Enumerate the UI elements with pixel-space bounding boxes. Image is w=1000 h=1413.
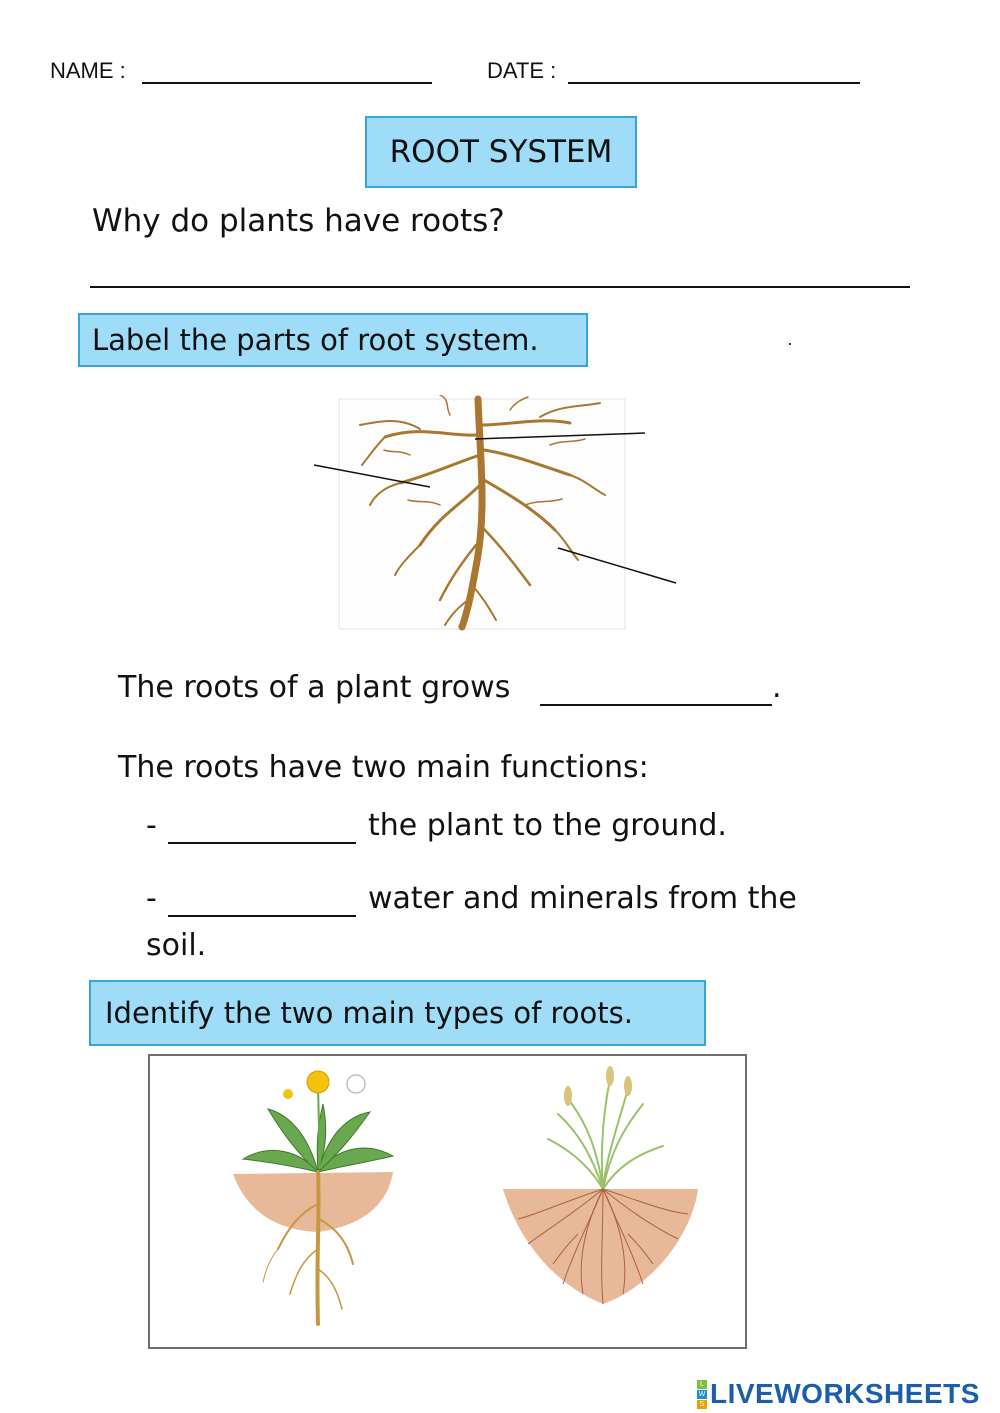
blank-function-2[interactable] (168, 915, 356, 917)
date-label: DATE : (487, 58, 557, 83)
function-2-text: water and minerals from the (368, 881, 797, 916)
label-section-heading (78, 313, 588, 367)
function-1-text: the plant to the ground. (368, 808, 727, 843)
function-2-dash: - (146, 881, 157, 916)
name-label: NAME : (50, 58, 126, 83)
root-types-picture (148, 1054, 748, 1350)
name-field[interactable] (142, 82, 432, 84)
root-system-diagram (300, 395, 690, 635)
blank-grows[interactable] (540, 704, 772, 706)
footer-brand (697, 1378, 980, 1410)
sentence-grows-suffix: . (772, 670, 782, 705)
sentence-grows-prefix: The roots of a plant grows (118, 670, 511, 705)
function-2-continued: soil. (146, 928, 207, 963)
blank-function-1[interactable] (168, 842, 356, 844)
function-1-dash: - (146, 808, 157, 843)
sentence-grows (118, 670, 510, 705)
question-why-roots: Why do plants have roots? (92, 203, 505, 239)
page-title-text: ROOT SYSTEM (389, 134, 613, 170)
dandelion-flower (307, 1071, 329, 1093)
footer-brand-text: LIVEWORKSHEETS (710, 1378, 980, 1409)
types-section-heading-text: Identify the two main types of roots. (105, 996, 633, 1030)
page-title (365, 116, 637, 188)
types-section-heading (89, 980, 706, 1046)
answer-line-why-roots[interactable] (90, 286, 910, 288)
liveworksheets-logo-icon: L W S (698, 1380, 706, 1408)
label-section-heading-text: Label the parts of root system. (92, 323, 539, 357)
dot-mark (789, 343, 791, 345)
date-field[interactable] (568, 82, 860, 84)
functions-intro: The roots have two main functions: (118, 750, 649, 785)
